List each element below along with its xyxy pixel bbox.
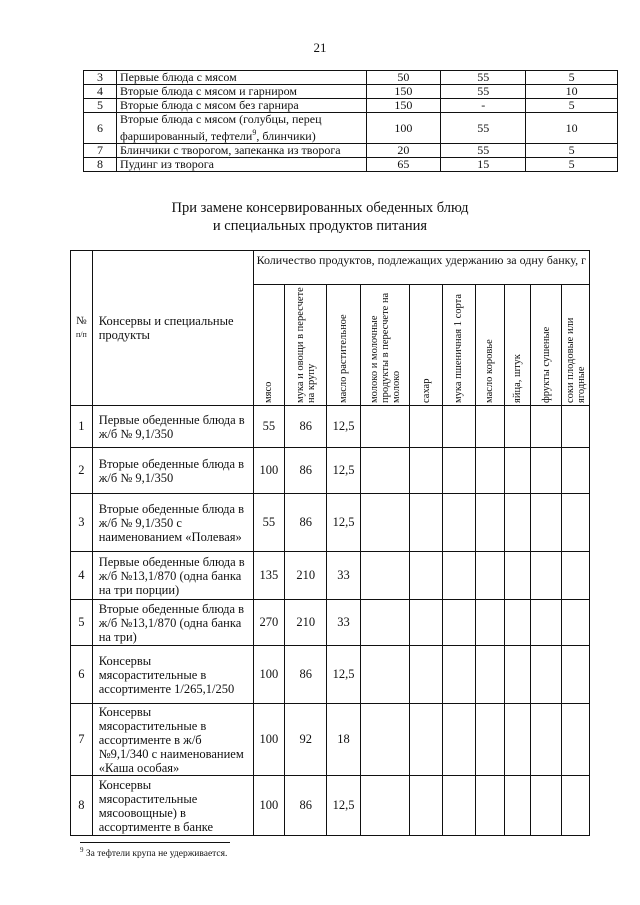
column-header-label: молоко и молочные продукты в пересчете на молоко (368, 292, 402, 403)
empty-cell (475, 448, 504, 494)
empty-cell (531, 406, 562, 448)
row-number: 8 (71, 776, 93, 836)
product-row (71, 448, 590, 494)
value-cell: 10 (526, 113, 618, 144)
footnote-marker: 9 (80, 846, 84, 854)
empty-cell (531, 552, 562, 600)
empty-cell (504, 448, 530, 494)
value-oil: 12,5 (327, 406, 361, 448)
empty-cell (410, 776, 443, 836)
column-header (504, 285, 530, 406)
top-table (83, 70, 618, 172)
column-header (285, 285, 327, 406)
product-row (71, 776, 590, 836)
empty-cell (504, 776, 530, 836)
row-number: 6 (71, 646, 93, 704)
product-row (71, 704, 590, 776)
product-name: Консервы мясорастительные в ассортименте в ж/б №9,1/340 с наименованием «Каша особая» (92, 704, 253, 776)
empty-cell (562, 448, 590, 494)
footnote-ref: 9 (252, 128, 257, 137)
column-header-label: мука и овощи в пересчете на крупу (294, 287, 317, 403)
empty-cell (360, 704, 409, 776)
empty-cell (410, 448, 443, 494)
product-name: Вторые обеденные блюда в ж/б №13,1/870 (одна банка на три) (92, 600, 253, 646)
empty-cell (410, 704, 443, 776)
empty-cell (504, 646, 530, 704)
value-groats: 210 (285, 600, 327, 646)
empty-cell (475, 552, 504, 600)
column-header-label: масло растительное (338, 314, 350, 403)
column-header (562, 285, 590, 406)
empty-cell (360, 552, 409, 600)
value-cell: 10 (526, 85, 618, 99)
dish-name-text: Вторые блюда с мясом без гарнира (119, 98, 299, 112)
dish-name-text: Блинчики с творогом, запеканка из творога (119, 143, 341, 157)
row-number: 3 (84, 71, 117, 85)
column-header (410, 285, 443, 406)
value-cell: 55 (441, 71, 526, 85)
empty-cell (360, 494, 409, 552)
empty-cell (410, 406, 443, 448)
empty-cell (531, 776, 562, 836)
page-number: 21 (313, 40, 327, 55)
value-meat: 100 (253, 704, 285, 776)
dish-name-text: Вторые блюда с мясом (голубцы, перец фаршированный, тефтели (119, 112, 322, 143)
empty-cell (360, 406, 409, 448)
top-table-row (84, 85, 618, 99)
value-meat: 55 (253, 494, 285, 552)
row-number: 5 (71, 600, 93, 646)
header-number-sub: п/п (75, 330, 87, 339)
column-header (360, 285, 409, 406)
value-groats: 210 (285, 552, 327, 600)
column-header-label: соки плодовые или ягодные (564, 317, 587, 403)
empty-cell (562, 704, 590, 776)
row-number: 5 (84, 99, 117, 113)
empty-cell (504, 406, 530, 448)
dish-name-text: Вторые блюда с мясом и гарниром (119, 84, 298, 98)
empty-cell (562, 406, 590, 448)
empty-cell (475, 704, 504, 776)
column-header (253, 285, 285, 406)
value-meat: 55 (253, 406, 285, 448)
empty-cell (442, 776, 475, 836)
value-cell: 65 (366, 158, 441, 172)
value-meat: 135 (253, 552, 285, 600)
empty-cell (410, 646, 443, 704)
value-cell: 55 (441, 113, 526, 144)
footnote-divider (80, 842, 230, 843)
column-header (442, 285, 475, 406)
top-table-row (84, 158, 618, 172)
product-row (71, 406, 590, 448)
value-groats: 86 (285, 776, 327, 836)
value-meat: 100 (253, 646, 285, 704)
column-header-label: мука пшеничная 1 сорта (453, 293, 465, 403)
section-title (0, 199, 640, 235)
row-number: 7 (84, 144, 117, 158)
footnote-text: За тефтели крупа не удерживается. (83, 849, 228, 860)
empty-cell (562, 600, 590, 646)
empty-cell (475, 406, 504, 448)
column-header (475, 285, 504, 406)
value-cell: 5 (526, 158, 618, 172)
value-meat: 100 (253, 776, 285, 836)
value-oil: 33 (327, 552, 361, 600)
value-oil: 12,5 (327, 448, 361, 494)
product-row (71, 552, 590, 600)
empty-cell (410, 494, 443, 552)
product-row (71, 646, 590, 704)
value-cell: 50 (366, 71, 441, 85)
column-header (531, 285, 562, 406)
dish-name (116, 158, 366, 172)
column-header-label: яйца, штук (511, 354, 523, 403)
value-oil: 12,5 (327, 776, 361, 836)
empty-cell (504, 704, 530, 776)
dish-name-text: Пудинг из творога (119, 157, 214, 171)
empty-cell (410, 600, 443, 646)
product-name: Первые обеденные блюда в ж/б № 9,1/350 (92, 406, 253, 448)
dish-name (116, 113, 366, 144)
row-number: 4 (84, 85, 117, 99)
column-header (327, 285, 361, 406)
value-cell: 150 (366, 99, 441, 113)
row-number: 3 (71, 494, 93, 552)
value-oil: 12,5 (327, 494, 361, 552)
dish-name (116, 99, 366, 113)
empty-cell (504, 552, 530, 600)
dish-name-text: Первые блюда с мясом (119, 70, 237, 84)
empty-cell (531, 600, 562, 646)
empty-cell (410, 552, 443, 600)
row-number: 4 (71, 552, 93, 600)
product-name: Вторые обеденные блюда в ж/б № 9,1/350 с наименованием «Полевая» (92, 494, 253, 552)
value-cell: 15 (441, 158, 526, 172)
empty-cell (475, 776, 504, 836)
dish-name-tail: , блинчики) (256, 129, 316, 143)
value-cell: 20 (366, 144, 441, 158)
dish-name (116, 71, 366, 85)
empty-cell (442, 704, 475, 776)
value-groats: 86 (285, 494, 327, 552)
value-groats: 92 (285, 704, 327, 776)
empty-cell (360, 776, 409, 836)
value-oil: 12,5 (327, 646, 361, 704)
product-name: Вторые обеденные блюда в ж/б № 9,1/350 (92, 448, 253, 494)
value-meat: 270 (253, 600, 285, 646)
footnote (80, 846, 227, 859)
value-groats: 86 (285, 406, 327, 448)
empty-cell (562, 776, 590, 836)
empty-cell (442, 552, 475, 600)
header-number-label: № (76, 315, 87, 327)
top-table-row (84, 99, 618, 113)
empty-cell (562, 646, 590, 704)
empty-cell (531, 448, 562, 494)
product-name: Консервы мясорастительные в ассортименте 1/265,1/250 (92, 646, 253, 704)
row-number: 2 (71, 448, 93, 494)
header-group: Количество продуктов, подлежащих удержанию за одну банку, г (253, 251, 589, 285)
value-cell: 5 (526, 71, 618, 85)
empty-cell (442, 646, 475, 704)
column-header-label: мясо (263, 381, 275, 403)
empty-cell (360, 600, 409, 646)
empty-cell (442, 600, 475, 646)
column-header-label: сахар (420, 378, 432, 403)
empty-cell (475, 600, 504, 646)
row-number: 1 (71, 406, 93, 448)
empty-cell (504, 494, 530, 552)
value-cell: - (441, 99, 526, 113)
empty-cell (442, 448, 475, 494)
header-number (71, 251, 93, 406)
top-table-row (84, 113, 618, 144)
value-cell: 100 (366, 113, 441, 144)
row-number: 8 (84, 158, 117, 172)
value-cell: 5 (526, 99, 618, 113)
top-table-row (84, 71, 618, 85)
empty-cell (442, 494, 475, 552)
value-cell: 5 (526, 144, 618, 158)
value-cell: 55 (441, 85, 526, 99)
dish-name (116, 144, 366, 158)
value-groats: 86 (285, 646, 327, 704)
product-name: Первые обеденные блюда в ж/б №13,1/870 (одна банка на три порции) (92, 552, 253, 600)
dish-name (116, 85, 366, 99)
empty-cell (360, 448, 409, 494)
row-number: 7 (71, 704, 93, 776)
empty-cell (531, 494, 562, 552)
section-title-line1: При замене консервированных обеденных блюд (171, 200, 469, 216)
value-oil: 33 (327, 600, 361, 646)
empty-cell (562, 552, 590, 600)
column-header-label: масло коровье (484, 339, 496, 403)
empty-cell (442, 406, 475, 448)
value-cell: 55 (441, 144, 526, 158)
main-table (70, 250, 590, 836)
header-product: Консервы и специальные продукты (92, 251, 253, 406)
empty-cell (360, 646, 409, 704)
value-groats: 86 (285, 448, 327, 494)
value-oil: 18 (327, 704, 361, 776)
empty-cell (531, 646, 562, 704)
product-row (71, 600, 590, 646)
value-cell: 150 (366, 85, 441, 99)
section-title-line2: и специальных продуктов питания (212, 218, 428, 234)
empty-cell (504, 600, 530, 646)
empty-cell (475, 494, 504, 552)
empty-cell (475, 646, 504, 704)
top-table-row (84, 144, 618, 158)
empty-cell (531, 704, 562, 776)
empty-cell (562, 494, 590, 552)
product-row (71, 494, 590, 552)
product-name: Консервы мясорастительные мясоовощные) в ассортименте в банке (92, 776, 253, 836)
row-number: 6 (84, 113, 117, 144)
column-header-label: фрукты сушеные (540, 326, 552, 403)
value-meat: 100 (253, 448, 285, 494)
